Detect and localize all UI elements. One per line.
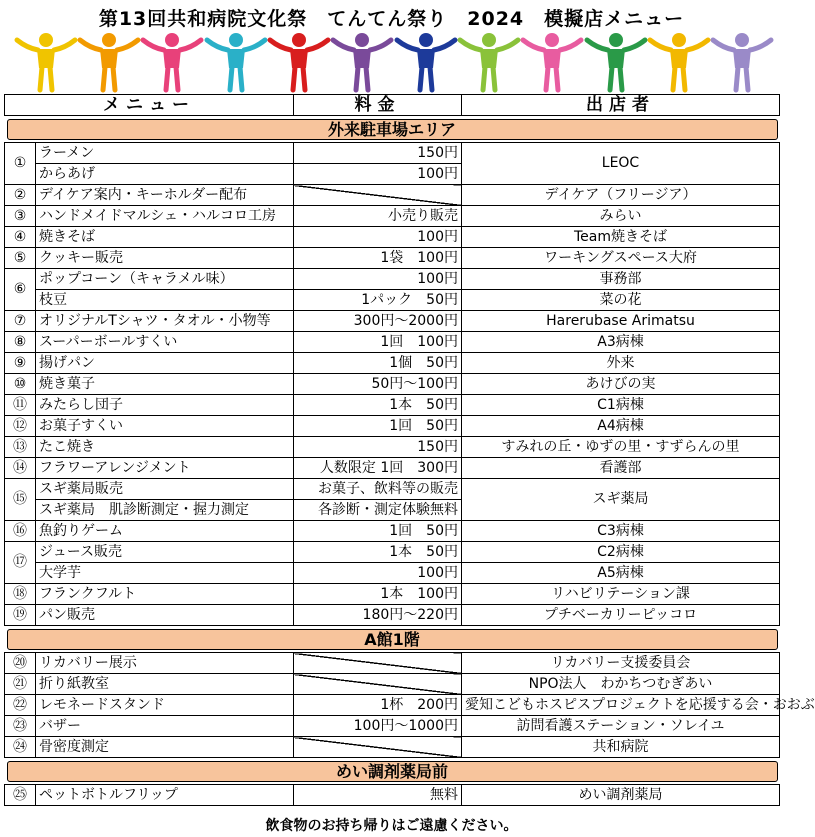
table-row [5, 353, 780, 374]
price-not-applicable [294, 185, 462, 206]
item-price: 1本 50円 [294, 542, 462, 563]
item-name: スギ薬局販売 [36, 479, 294, 500]
row-number: ① [5, 143, 36, 185]
table-row [5, 227, 780, 248]
row-number: ㉒ [5, 695, 36, 716]
page-title: 第13回共和病院文化祭 てんてん祭り 2024 模擬店メニュー [98, 8, 685, 30]
item-price: 小売り販売 [294, 206, 462, 227]
item-name: 焼きそば [36, 227, 294, 248]
item-name: オリジナルTシャツ・タオル・小物等 [36, 311, 294, 332]
person-icon [268, 30, 330, 92]
item-name: からあげ [36, 164, 294, 185]
person-icon [15, 30, 77, 92]
section-row [5, 626, 780, 653]
item-name: デイケア案内・キーホルダー配布 [36, 185, 294, 206]
item-price: 100円～1000円 [294, 716, 462, 737]
vendor-name: 看護部 [462, 458, 780, 479]
item-price: 100円 [294, 563, 462, 584]
person-icon [711, 30, 773, 92]
section-outdoor: 外来駐車場エリア [7, 119, 778, 140]
table-row [5, 653, 780, 674]
row-number: ⑬ [5, 437, 36, 458]
item-price: 300円～2000円 [294, 311, 462, 332]
person-icon [141, 30, 203, 92]
row-number: ㉔ [5, 737, 36, 758]
item-name: お菓子すくい [36, 416, 294, 437]
item-price: 1袋 100円 [294, 248, 462, 269]
row-number: ⑫ [5, 416, 36, 437]
item-price: 100円 [294, 269, 462, 290]
vendor-name: デイケア（フリージア） [462, 185, 780, 206]
vendor-name: A3病棟 [462, 332, 780, 353]
row-number: ④ [5, 227, 36, 248]
table-row [5, 458, 780, 479]
vendor-name: 外来 [462, 353, 780, 374]
table-row [5, 248, 780, 269]
item-name: 揚げパン [36, 353, 294, 374]
table-row [5, 185, 780, 206]
item-price: 各診断・測定体験無料 [294, 500, 462, 521]
table-row [5, 605, 780, 626]
vendor-name: C1病棟 [462, 395, 780, 416]
item-name: ハンドメイドマルシェ・ハルコロ工房 [36, 206, 294, 227]
item-name: フランクフルト [36, 584, 294, 605]
table-row [5, 521, 780, 542]
table-row [5, 416, 780, 437]
row-number: ⑩ [5, 374, 36, 395]
table-row [5, 143, 780, 164]
item-name: ペットボトルフリップ [36, 785, 294, 806]
row-number: ㉕ [5, 785, 36, 806]
row-number: ⑯ [5, 521, 36, 542]
vendor-name: LEOC [462, 143, 780, 185]
item-price: 1個 50円 [294, 353, 462, 374]
vendor-name: C3病棟 [462, 521, 780, 542]
vendor-name: プチベーカリーピッコロ [462, 605, 780, 626]
item-name: 骨密度測定 [36, 737, 294, 758]
item-name: バザー [36, 716, 294, 737]
vendor-name: NPO法人 わかちつむぎあい [462, 674, 780, 695]
item-name: 魚釣りゲーム [36, 521, 294, 542]
row-number: ⑲ [5, 605, 36, 626]
row-number: ⑧ [5, 332, 36, 353]
item-price: 1杯 200円 [294, 695, 462, 716]
header-menu: メニュー [5, 95, 294, 116]
row-number: ⑤ [5, 248, 36, 269]
menu-table [4, 94, 815, 806]
vendor-name: あけびの実 [462, 374, 780, 395]
price-not-applicable [294, 653, 462, 674]
item-name: ジュース販売 [36, 542, 294, 563]
item-name: パン販売 [36, 605, 294, 626]
vendor-name: 共和病院 [462, 737, 780, 758]
section-row [5, 758, 780, 785]
item-price: 1回 100円 [294, 332, 462, 353]
row-number: ⑥ [5, 269, 36, 311]
header-price: 料金 [294, 95, 462, 116]
item-name: スーパーボールすくい [36, 332, 294, 353]
price-not-applicable [294, 674, 462, 695]
vendor-name: すみれの丘・ゆずの里・すずらんの里 [462, 437, 780, 458]
vendor-name: 菜の花 [462, 290, 780, 311]
footer-note: 飲食物のお持ち帰りはご遠慮ください。 [265, 818, 518, 834]
row-number: ⑪ [5, 395, 36, 416]
section-a-building: A館1階 [7, 629, 778, 650]
row-number: ㉑ [5, 674, 36, 695]
person-icon [521, 30, 583, 92]
item-price: 180円～220円 [294, 605, 462, 626]
item-name: ポップコーン（キャラメル味） [36, 269, 294, 290]
item-price: 100円 [294, 164, 462, 185]
row-number: ⑦ [5, 311, 36, 332]
vendor-name: リカバリー支援委員会 [462, 653, 780, 674]
item-price: 1回 50円 [294, 521, 462, 542]
decorative-people-row [14, 30, 774, 92]
section-pharmacy: めい調剤薬局前 [7, 761, 778, 782]
item-name: ラーメン [36, 143, 294, 164]
table-row [5, 332, 780, 353]
row-number: ⑱ [5, 584, 36, 605]
person-icon [205, 30, 267, 92]
row-number: ⑨ [5, 353, 36, 374]
item-name: スギ薬局 肌診断測定・握力測定 [36, 500, 294, 521]
price-not-applicable [294, 737, 462, 758]
item-price: 無料 [294, 785, 462, 806]
header-vendor: 出店者 [462, 95, 780, 116]
item-name: 大学芋 [36, 563, 294, 584]
item-price: 人数限定 1回 300円 [294, 458, 462, 479]
table-row [5, 437, 780, 458]
person-icon [331, 30, 393, 92]
table-row [5, 290, 780, 311]
vendor-name: Harerubase Arimatsu [462, 311, 780, 332]
person-icon [585, 30, 647, 92]
item-name: たこ焼き [36, 437, 294, 458]
person-icon [458, 30, 520, 92]
table-row [5, 716, 780, 737]
item-price: 1回 50円 [294, 416, 462, 437]
row-number: ㉓ [5, 716, 36, 737]
person-icon [78, 30, 140, 92]
row-number: ⑳ [5, 653, 36, 674]
vendor-name: 事務部 [462, 269, 780, 290]
item-price: 1パック 50円 [294, 290, 462, 311]
vendor-name: ワーキングスペース大府 [462, 248, 780, 269]
item-name: フラワーアレンジメント [36, 458, 294, 479]
row-number: ⑰ [5, 542, 36, 584]
item-price: 100円 [294, 227, 462, 248]
vendor-name: リハビリテーション課 [462, 584, 780, 605]
vendor-name: みらい [462, 206, 780, 227]
item-name: レモネードスタンド [36, 695, 294, 716]
vendor-name: C2病棟 [462, 542, 780, 563]
table-row [5, 479, 780, 500]
item-name: 焼き菓子 [36, 374, 294, 395]
table-row [5, 785, 780, 806]
item-price: お菓子、飲料等の販売 [294, 479, 462, 500]
item-name: リカバリー展示 [36, 653, 294, 674]
table-row [5, 374, 780, 395]
table-row [5, 563, 780, 584]
vendor-name: Team焼きそば [462, 227, 780, 248]
table-row [5, 695, 780, 716]
item-price: 150円 [294, 143, 462, 164]
row-number: ③ [5, 206, 36, 227]
person-icon [395, 30, 457, 92]
table-row [5, 311, 780, 332]
item-name: 折り紙教室 [36, 674, 294, 695]
item-price: 150円 [294, 437, 462, 458]
table-row [5, 269, 780, 290]
item-price: 1本 50円 [294, 395, 462, 416]
table-row [5, 584, 780, 605]
table-row [5, 737, 780, 758]
table-row [5, 542, 780, 563]
vendor-name: A4病棟 [462, 416, 780, 437]
item-name: みたらし団子 [36, 395, 294, 416]
item-name: 枝豆 [36, 290, 294, 311]
vendor-name: スギ薬局 [462, 479, 780, 521]
row-number: ⑮ [5, 479, 36, 521]
item-price: 50円～100円 [294, 374, 462, 395]
vendor-name: A5病棟 [462, 563, 780, 584]
header-row [5, 95, 780, 116]
item-name: クッキー販売 [36, 248, 294, 269]
vendor-name: 訪問看護ステーション・ソレイユ [462, 716, 780, 737]
table-row [5, 395, 780, 416]
section-row [5, 116, 780, 143]
vendor-name: めい調剤薬局 [462, 785, 780, 806]
person-icon [648, 30, 710, 92]
table-row [5, 206, 780, 227]
vendor-name: 愛知こどもホスピスプロジェクトを応援する会・おおぶ [462, 695, 780, 716]
row-number: ② [5, 185, 36, 206]
row-number: ⑭ [5, 458, 36, 479]
item-price: 1本 100円 [294, 584, 462, 605]
table-row [5, 674, 780, 695]
